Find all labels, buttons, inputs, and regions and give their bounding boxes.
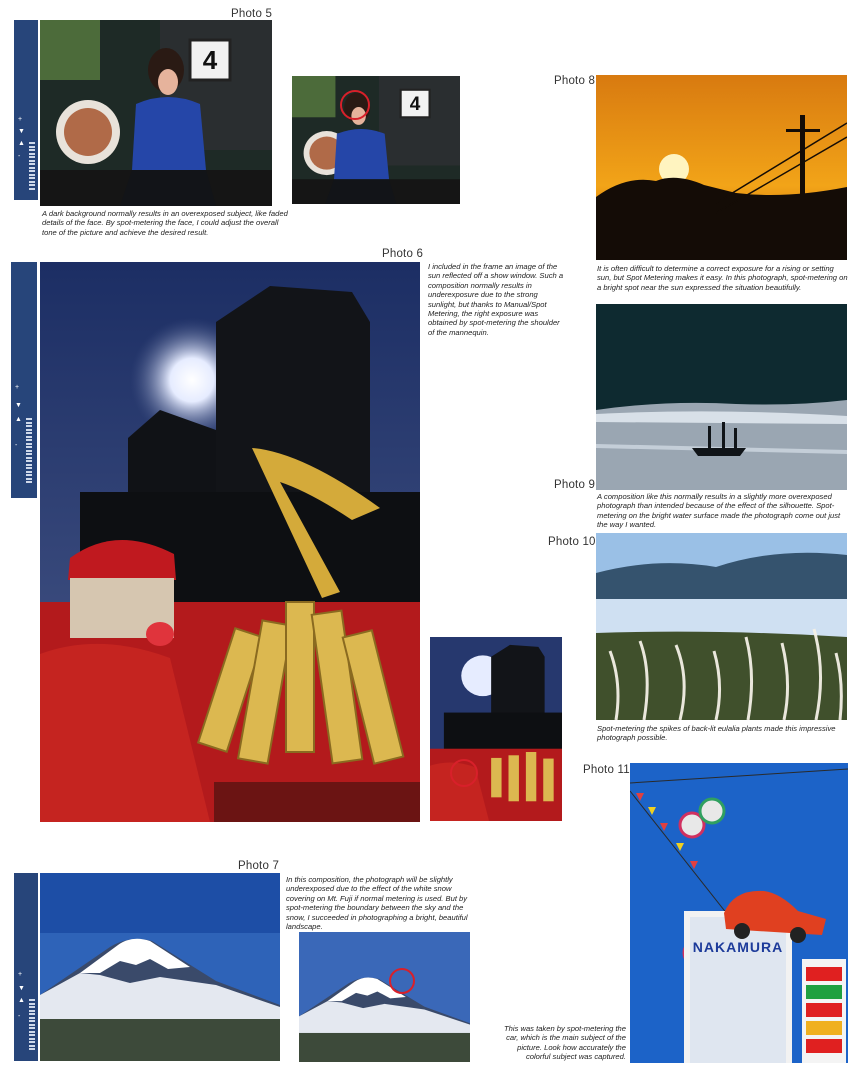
photo-7-spot-image xyxy=(299,932,470,1062)
spot-metering-circle xyxy=(450,759,478,787)
photo-11-caption: This was taken by spot-metering the car, which is the main subject of the picture. Look how accurately the colorful subject was captured. xyxy=(504,1024,626,1062)
exposure-meter-strip xyxy=(14,20,38,200)
photo-6-spot-image xyxy=(430,637,562,821)
photo-8-caption: It is often difficult to determine a correct exposure for a rising or setting sun, but Spot Metering makes it easy. In this photograph, spot-metering on a bright spot near the sun expressed the situation beautifully. xyxy=(597,264,848,292)
meter-scale xyxy=(26,418,32,485)
meter-down-mark: ▼ xyxy=(18,985,25,992)
meter-plus-mark: + xyxy=(18,971,23,978)
spot-metering-circle xyxy=(389,968,415,994)
meter-minus-mark: - xyxy=(18,153,21,160)
meter-plus-mark: + xyxy=(18,116,23,123)
photo-9-caption: A composition like this normally results in a slightly more overexposed photograph than intended because of the effect of the silhouette. Spot-metering on the bright water surface made the photograph come out just the way I wanted. xyxy=(597,492,841,530)
photo-11-image xyxy=(630,763,848,1063)
photo-10-caption: Spot-metering the spikes of back-lit eulalia plants made this impressive photograph possible. xyxy=(597,724,836,743)
meter-minus-mark: - xyxy=(15,442,18,449)
exposure-meter-strip xyxy=(11,262,37,498)
meter-down-mark: ▼ xyxy=(18,128,25,135)
photo-5-caption: A dark background normally results in an overexposed subject, like faded details of the face. By spot-metering the face, I could adjust the overall tone of the picture and achieve the desired result. xyxy=(42,209,288,237)
meter-scale xyxy=(29,999,35,1052)
photo-6-caption: I included in the frame an image of the sun reflected off a show window. Such a composition normally results in underexposure due to the strong sunlight, but thanks to Manual/Spot Metering, the right exposure was obtained by spot-metering the shoulder of the mannequin. xyxy=(428,262,564,337)
meter-up-mark: ▲ xyxy=(18,997,25,1004)
meter-minus-mark: - xyxy=(18,1013,21,1020)
meter-up-mark: ▲ xyxy=(18,140,25,147)
photo-6-image xyxy=(40,262,420,822)
photo-5-spot-image xyxy=(292,76,460,204)
photo-7-image xyxy=(40,873,280,1061)
photo-5-spot-sign-number: 4 xyxy=(409,94,421,115)
photo-10-label: Photo 10 xyxy=(548,536,596,548)
photo-9-label: Photo 9 xyxy=(554,479,596,491)
meter-down-mark: ▼ xyxy=(15,402,22,409)
photo-5-label: Photo 5 xyxy=(231,8,273,20)
meter-scale xyxy=(29,142,35,191)
meter-plus-mark: + xyxy=(15,384,20,391)
photo-8-image xyxy=(596,75,847,260)
exposure-meter-strip xyxy=(14,873,38,1061)
photo-11-label: Photo 11 xyxy=(583,764,630,776)
photo-10-image xyxy=(596,533,847,720)
photo-5-image xyxy=(40,20,272,206)
photo-7-caption: In this composition, the photograph will be slightly underexposed due to the effect of the white snow covering on Mt. Fuji if normal metering is used. But by spot-metering the boundary between the sky and the snow, I succeeded in photographing a bright, beautiful landscape. xyxy=(286,875,468,932)
photo-6-label: Photo 6 xyxy=(382,248,424,260)
photo-8-label: Photo 8 xyxy=(554,75,596,87)
photo-11-sign-text: NAKAMURA xyxy=(692,939,784,955)
photo-7-label: Photo 7 xyxy=(238,860,280,872)
photo-9-image xyxy=(596,304,847,490)
spot-metering-circle xyxy=(340,90,370,120)
photo-5-sign-number: 4 xyxy=(202,45,218,75)
meter-up-mark: ▲ xyxy=(15,416,22,423)
